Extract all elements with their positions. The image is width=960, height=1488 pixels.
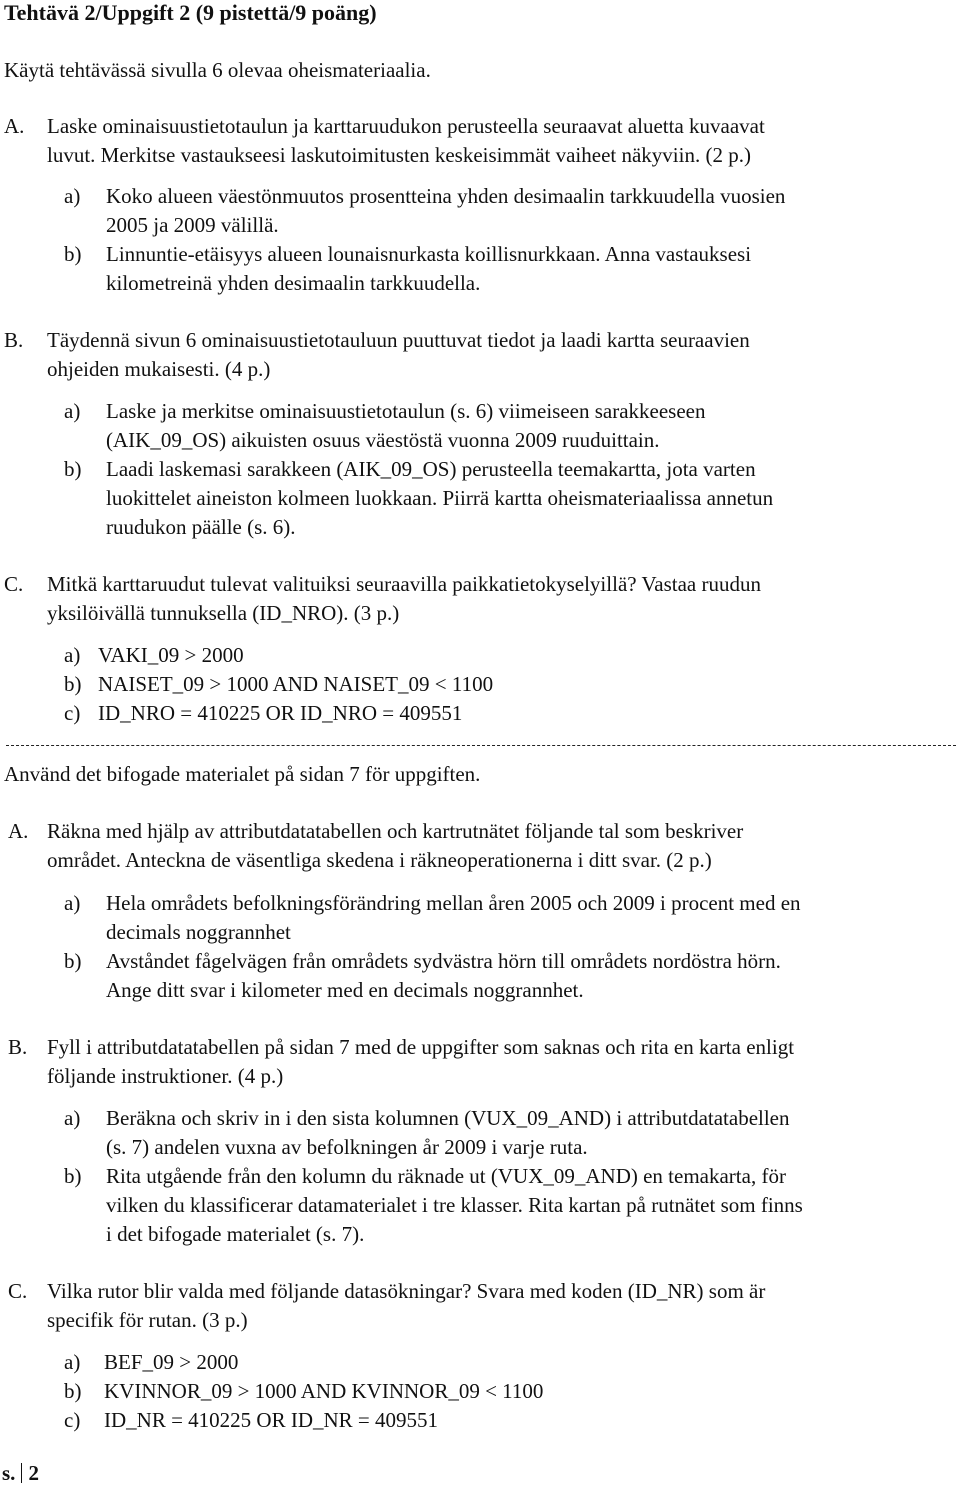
sv-c-text-2: specifik för rutan. (3 p.) (47, 1308, 248, 1332)
sv-c-b-text: KVINNOR_09 > 1000 AND KVINNOR_09 < 1100 (104, 1379, 544, 1403)
sv-a-a-text-1: Hela områdets befolkningsförändring mellan åren 2005 och 2009 i procent med en (106, 891, 801, 915)
sv-a-a-marker: a) (64, 891, 81, 915)
sv-c-text-1: Vilka rutor blir valda med följande datasökningar? Svara med koden (ID_NR) som är (47, 1279, 766, 1303)
fi-c-c-text: ID_NRO = 410225 OR ID_NRO = 409551 (98, 701, 463, 725)
fi-b-text-2: ohjeiden mukaisesti. (4 p.) (47, 357, 271, 381)
fi-b-a-text-1: Laske ja merkitse ominaisuustietotaulun (s. 6) viimeiseen sarakkeeseen (106, 399, 706, 423)
fi-b-b-marker: b) (64, 457, 82, 481)
sv-intro: Använd det bifogade materialet på sidan 7 för uppgiften. (4, 762, 481, 786)
sv-b-a-text-1: Beräkna och skriv in i den sista kolumnen (VUX_09_AND) i attributdatatabellen (106, 1106, 790, 1130)
sv-b-marker: B. (8, 1035, 28, 1059)
fi-a-marker: A. (4, 114, 25, 138)
fi-c-c-marker: c) (64, 701, 81, 725)
sv-b-b-text-3: i det bifogade materialet (s. 7). (106, 1222, 365, 1246)
sv-c-c-text: ID_NR = 410225 OR ID_NR = 409551 (104, 1408, 439, 1432)
sv-a-b-marker: b) (64, 949, 82, 973)
fi-a-a-text-2: 2005 ja 2009 välillä. (106, 213, 279, 237)
fi-b-b-text-3: ruudukon päälle (s. 6). (106, 515, 296, 539)
sv-c-b-marker: b) (64, 1379, 82, 1403)
fi-a-b-text-1: Linnuntie-etäisyys alueen lounaisnurkasta koillisnurkkaan. Anna vastauksesi (106, 242, 752, 266)
fi-a-text-2: luvut. Merkitse vastaukseesi laskutoimitusten keskeisimmät vaiheet näkyviin. (2 p.) (47, 143, 751, 167)
fi-c-text-1: Mitkä karttaruudut tulevat valituiksi seuraavilla paikkatietokyselyillä? Vastaa ruudun (47, 572, 761, 596)
sv-c-a-marker: a) (64, 1350, 81, 1374)
task-title: Tehtävä 2/Uppgift 2 (9 pistettä/9 poäng) (4, 0, 377, 25)
sv-b-b-text-1: Rita utgående från den kolumn du räknade ut (VUX_09_AND) en temakarta, för (106, 1164, 786, 1188)
sv-a-b-text-2: Ange ditt svar i kilometer med en decimals noggrannhet. (106, 978, 584, 1002)
fi-b-b-text-2: luokittelet aineiston kolmeen luokkaan. Piirrä kartta oheismateriaalissa annetun (106, 486, 774, 510)
sv-c-c-marker: c) (64, 1408, 81, 1432)
sv-b-b-marker: b) (64, 1164, 82, 1188)
fi-c-text-2: yksilöivällä tunnuksella (ID_NRO). (3 p.) (47, 601, 400, 625)
sv-b-text-2: följande instruktioner. (4 p.) (47, 1064, 284, 1088)
sv-a-marker: A. (8, 819, 29, 843)
fi-c-a-marker: a) (64, 643, 81, 667)
fi-b-a-text-2: (AIK_09_OS) aikuisten osuus väestöstä vuonna 2009 ruuduittain. (106, 428, 660, 452)
fi-a-b-text-2: kilometreinä yhden desimaalin tarkkuudella. (106, 271, 481, 295)
sv-a-a-text-2: decimals noggrannhet (106, 920, 291, 944)
fi-c-marker: C. (4, 572, 24, 596)
sv-a-b-text-1: Avståndet fågelvägen från områdets sydvästra hörn till områdets nordöstra hörn. (106, 949, 781, 973)
page-prefix: s. (2, 1461, 16, 1485)
fi-c-b-marker: b) (64, 672, 82, 696)
fi-a-text-1: Laske ominaisuustietotaulun ja karttaruudukon perusteella seuraavat aluetta kuvaavat (47, 114, 765, 138)
page-value: 2 (28, 1461, 39, 1485)
fi-a-b-marker: b) (64, 242, 82, 266)
language-divider (6, 745, 956, 746)
fi-a-a-text-1: Koko alueen väestönmuutos prosentteina yhden desimaalin tarkkuudella vuosien (106, 184, 786, 208)
page-number (2, 1459, 39, 1488)
sv-b-a-marker: a) (64, 1106, 81, 1130)
fi-b-marker: B. (4, 328, 24, 352)
fi-b-text-1: Täydennä sivun 6 ominaisuustietotauluun puuttuvat tiedot ja laadi kartta seuraavien (47, 328, 750, 352)
fi-b-a-marker: a) (64, 399, 81, 423)
sv-c-marker: C. (8, 1279, 28, 1303)
fi-b-b-text-1: Laadi laskemasi sarakkeen (AIK_09_OS) perusteella teemakartta, jota varten (106, 457, 756, 481)
fi-c-a-text: VAKI_09 > 2000 (98, 643, 244, 667)
fi-a-a-marker: a) (64, 184, 81, 208)
sv-a-text-1: Räkna med hjälp av attributdatatabellen och kartrutnätet följande tal som beskriver (47, 819, 744, 843)
sv-b-text-1: Fyll i attributdatatabellen på sidan 7 med de uppgifter som saknas och rita en karta enligt (47, 1035, 795, 1059)
fi-c-b-text: NAISET_09 > 1000 AND NAISET_09 < 1100 (98, 672, 494, 696)
sv-a-text-2: området. Anteckna de väsentliga skedena i räkneoperationerna i ditt svar. (2 p.) (47, 848, 712, 872)
fi-intro: Käytä tehtävässä sivulla 6 olevaa oheismateriaalia. (4, 58, 431, 82)
sv-b-b-text-2: vilken du klassificerar datamaterialet i tre klasser. Rita kartan på rutnätet som finns (106, 1193, 803, 1217)
sv-c-a-text: BEF_09 > 2000 (104, 1350, 239, 1374)
sv-b-a-text-2: (s. 7) andelen vuxna av befolkningen år 2009 i varje ruta. (106, 1135, 588, 1159)
page-separator (21, 1463, 22, 1483)
